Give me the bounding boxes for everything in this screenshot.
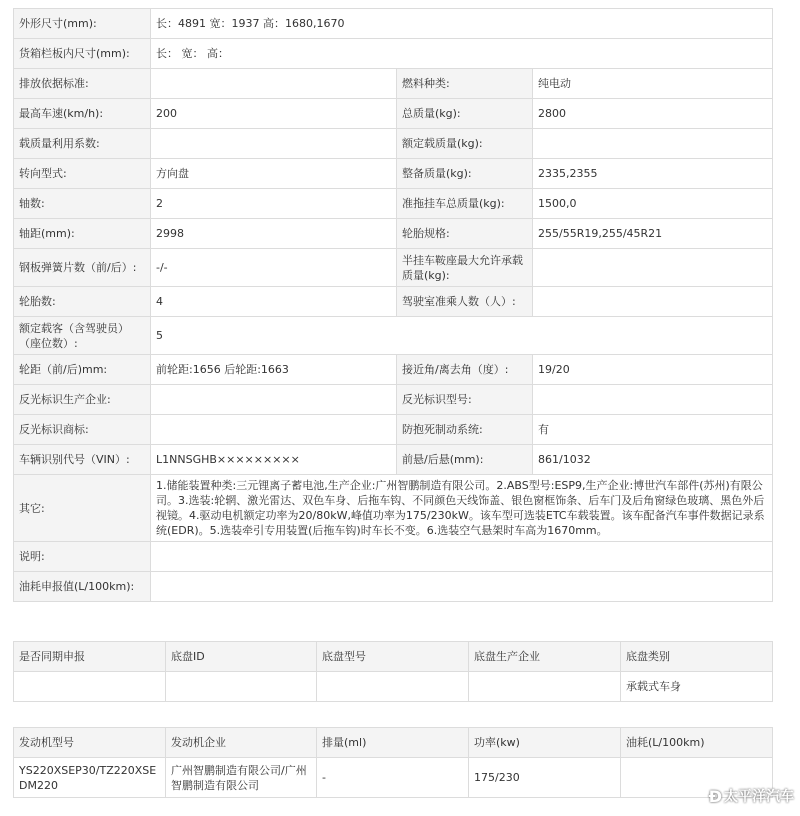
fifth-wheel-value [533,249,773,287]
spec-row [14,385,773,415]
leaf-springs-label: 钢板弹簧片数（前/后）: [14,249,151,287]
cab-seats-label: 驾驶室准乘人数（人）: [397,287,533,317]
load-util-value [151,129,397,159]
vin-value: L1NNSGHB××××××××× [151,445,397,475]
column-header: 底盘类别 [621,642,773,672]
load-util-label: 载质量利用系数: [14,129,151,159]
curb-mass-value: 2335,2355 [533,159,773,189]
spec-row [14,249,773,287]
watermark [709,786,794,806]
angles-label: 接近角/离去角（度）: [397,355,533,385]
total-mass-value: 2800 [533,99,773,129]
table-header-row [14,642,773,672]
angles-value: 19/20 [533,355,773,385]
rated-load-value [533,129,773,159]
dimensions-label: 外形尺寸(mm): [14,9,151,39]
wheelbase-label: 轴距(mm): [14,219,151,249]
spec-row [14,542,773,572]
wheelbase-value: 2998 [151,219,397,249]
tire-count-value: 4 [151,287,397,317]
tire-spec-label: 轮胎规格: [397,219,533,249]
table-cell: YS220XSEP30/TZ220XSEDM220 [14,758,166,798]
track-label: 轮距（前/后)mm: [14,355,151,385]
abs-value: 有 [533,415,773,445]
axles-value: 2 [151,189,397,219]
table-cell: - [317,758,469,798]
spec-row [14,287,773,317]
spec-row [14,572,773,602]
dimensions-value: 长：4891 宽：1937 高：1680,1670 [151,9,773,39]
trailer-mass-value: 1500,0 [533,189,773,219]
fuel-consumption-value [151,572,773,602]
passengers-value: 5 [151,317,773,355]
spec-row [14,159,773,189]
leaf-springs-value: -/- [151,249,397,287]
spec-row [14,415,773,445]
spec-row [14,129,773,159]
column-header: 发动机企业 [166,728,317,758]
trailer-mass-label: 准拖挂车总质量(kg): [397,189,533,219]
table-cell: 175/230 [469,758,621,798]
watermark-text: 太平洋汽车 [724,789,794,805]
spec-row [14,219,773,249]
table-header-row [14,728,773,758]
fuel-type-value: 纯电动 [533,69,773,99]
vehicle-spec-table [13,8,773,602]
other-label: 其它: [14,475,151,542]
table-cell [14,672,166,702]
table-cell [469,672,621,702]
column-header: 底盘型号 [317,642,469,672]
spec-row [14,99,773,129]
spec-row [14,317,773,355]
tire-count-label: 轮胎数: [14,287,151,317]
overhang-label: 前悬/后悬(mm): [397,445,533,475]
table-row [14,758,773,798]
engine-table [13,727,773,798]
cargo-box-value: 长： 宽： 高： [151,39,773,69]
table-row [14,672,773,702]
rated-load-label: 额定载质量(kg): [397,129,533,159]
cab-seats-value [533,287,773,317]
reflector-brand-value [151,415,397,445]
note-label: 说明: [14,542,151,572]
table-cell: 承载式车身 [621,672,773,702]
spec-row [14,475,773,542]
reflector-brand-label: 反光标识商标: [14,415,151,445]
table-cell: 广州智鹏制造有限公司/广州智鹏制造有限公司 [166,758,317,798]
logo-d-icon: Ð [708,786,722,806]
column-header: 是否同期申报 [14,642,166,672]
max-speed-value: 200 [151,99,397,129]
track-value: 前轮距:1656 后轮距:1663 [151,355,397,385]
spec-row [14,189,773,219]
spec-row [14,445,773,475]
column-header: 发动机型号 [14,728,166,758]
abs-label: 防抱死制动系统: [397,415,533,445]
spec-row [14,39,773,69]
table-cell [166,672,317,702]
emission-std-value [151,69,397,99]
fuel-type-label: 燃料种类: [397,69,533,99]
reflector-maker-value [151,385,397,415]
spec-row [14,355,773,385]
vin-label: 车辆识别代号（VIN）: [14,445,151,475]
tire-spec-value: 255/55R19,255/45R21 [533,219,773,249]
table-cell [317,672,469,702]
column-header: 底盘ID [166,642,317,672]
column-header: 油耗(L/100km) [621,728,773,758]
steering-value: 方向盘 [151,159,397,189]
overhang-value: 861/1032 [533,445,773,475]
reflector-model-label: 反光标识型号: [397,385,533,415]
column-header: 功率(kw) [469,728,621,758]
spec-row [14,69,773,99]
chassis-table [13,641,773,702]
max-speed-label: 最高车速(km/h): [14,99,151,129]
reflector-model-value [533,385,773,415]
total-mass-label: 总质量(kg): [397,99,533,129]
spec-row [14,9,773,39]
fifth-wheel-label: 半挂车鞍座最大允许承载质量(kg): [397,249,533,287]
column-header: 排量(ml) [317,728,469,758]
reflector-maker-label: 反光标识生产企业: [14,385,151,415]
note-value [151,542,773,572]
emission-std-label: 排放依据标准: [14,69,151,99]
other-value: 1.储能装置种类:三元锂离子蓄电池,生产企业:广州智鹏制造有限公司。2.ABS型号:ESP9,生产企业:博世汽车部件(苏州)有限公司。3.选装:轮辋、激光雷达、双色车身、后拖车钩、不同颜色天线饰盖、银色窗框饰条、后车门及后角窗绿色玻璃、黑色外后视镜。4.驱动电机额定功率为20/80kW,峰值功率为175/230kW。该车型可选装ETC车载装置。该车配备汽车事件数据记录系统(EDR)。5.选装牵引专用装置(后拖车钩)时车长不变。6.选装空气悬架时车高为1670mm。 [151,475,773,542]
fuel-consumption-label: 油耗申报值(L/100km): [14,572,151,602]
axles-label: 轴数: [14,189,151,219]
column-header: 底盘生产企业 [469,642,621,672]
curb-mass-label: 整备质量(kg): [397,159,533,189]
cargo-box-label: 货箱栏板内尺寸(mm): [14,39,151,69]
passengers-label: 额定载客（含驾驶员）（座位数）: [14,317,151,355]
steering-label: 转向型式: [14,159,151,189]
